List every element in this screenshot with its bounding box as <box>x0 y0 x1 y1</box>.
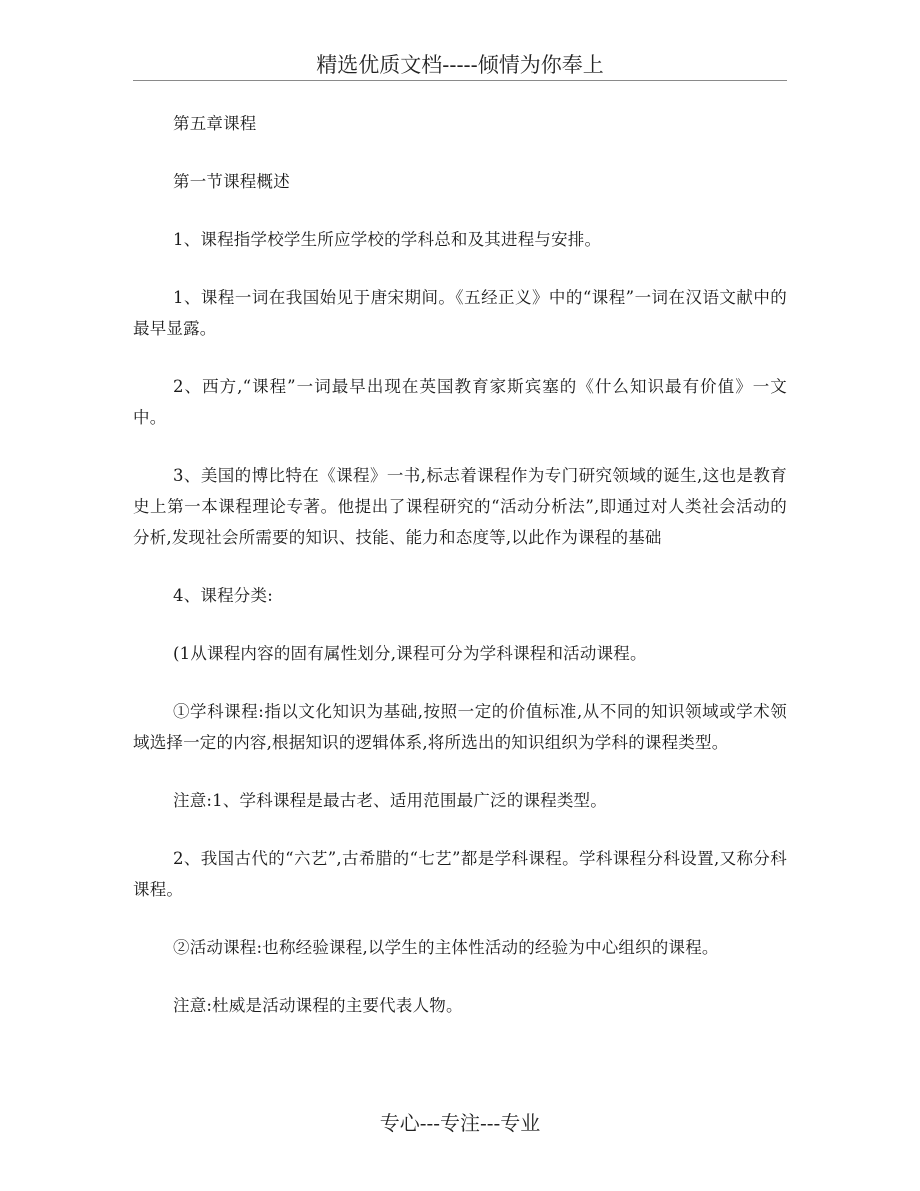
chapter-title: 第五章课程 <box>173 114 257 133</box>
paragraph: (1从课程内容的固有属性划分,课程可分为学科课程和活动课程。 <box>173 644 647 663</box>
paragraph: ②活动课程:也称经验课程,以学生的主体性活动的经验为中心组织的课程。 <box>173 938 719 957</box>
paragraph: ①学科课程:指以文化知识为基础,按照一定的价值标准,从不同的知识领域或学术领域选择一定的内容,根据知识的逻辑体系,将所选出的知识组织为学科的课程类型。 <box>133 702 787 752</box>
paragraph: 2、西方,“课程”一词最早出现在英国教育家斯宾塞的《什么知识最有价值》一文中。 <box>133 377 787 427</box>
paragraph: 1、课程指学校学生所应学校的学科总和及其进程与安排。 <box>173 230 602 249</box>
paragraph: 1、课程一词在我国始见于唐宋期间。《五经正义》中的“课程”一词在汉语文献中的最早显露。 <box>133 288 787 338</box>
page-header <box>133 50 787 81</box>
page-footer <box>0 1108 920 1138</box>
paragraph: 注意:杜威是活动课程的主要代表人物。 <box>173 996 463 1015</box>
header-title: 精选优质文档-----倾情为你奉上 <box>316 53 604 77</box>
section-title: 第一节课程概述 <box>173 172 290 191</box>
paragraph: 3、美国的博比特在《课程》一书,标志着课程作为专门研究领域的诞生,这也是教育史上第一本课程理论专著。他提出了课程研究的“活动分析法”,即通过对人类社会活动的分析,发现社会所需要的知识、技能、能力和态度等,以此作为课程的基础 <box>133 466 787 547</box>
document-body <box>133 108 787 1048</box>
paragraph: 注意:1、学科课程是最古老、适用范围最广泛的课程类型。 <box>173 791 607 810</box>
paragraph: 4、课程分类: <box>173 586 273 605</box>
paragraph: 2、我国古代的“六艺”,古希腊的“七艺”都是学科课程。学科课程分科设置,又称分科课程。 <box>133 849 787 899</box>
footer-text: 专心---专注---专业 <box>379 1111 541 1135</box>
